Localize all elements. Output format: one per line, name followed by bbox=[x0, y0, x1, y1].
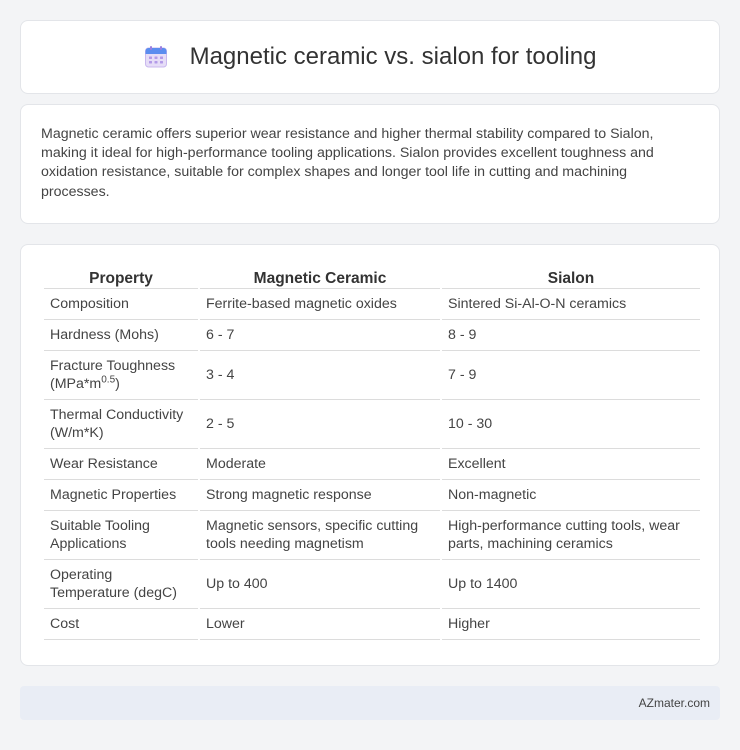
magnetic-ceramic-cell: Up to 400 bbox=[200, 560, 440, 609]
table-row bbox=[44, 609, 700, 640]
table-row bbox=[44, 400, 700, 449]
table-row bbox=[44, 449, 700, 480]
sialon-cell: Excellent bbox=[442, 449, 700, 480]
magnetic-ceramic-cell: Magnetic sensors, specific cutting tools needing magnetism bbox=[200, 511, 440, 560]
magnetic-ceramic-cell: Lower bbox=[200, 609, 440, 640]
title-card bbox=[20, 20, 720, 94]
property-cell: Hardness (Mohs) bbox=[44, 320, 198, 351]
page-title: Magnetic ceramic vs. sialon for tooling bbox=[189, 43, 597, 70]
sialon-cell: 8 - 9 bbox=[442, 320, 700, 351]
table-row bbox=[44, 320, 700, 351]
table-row bbox=[44, 289, 700, 320]
magnetic-ceramic-cell: Moderate bbox=[200, 449, 440, 480]
table-row bbox=[44, 351, 700, 400]
comparison-table bbox=[42, 261, 702, 640]
magnetic-ceramic-cell: Strong magnetic response bbox=[200, 480, 440, 511]
property-text: Fracture Toughness (MPa*m bbox=[50, 358, 176, 392]
table-row bbox=[44, 511, 700, 560]
magnetic-ceramic-cell: 3 - 4 bbox=[200, 351, 440, 400]
table-row bbox=[44, 560, 700, 609]
footer bbox=[20, 686, 720, 720]
property-cell: Suitable Tooling Applications bbox=[44, 511, 198, 560]
property-cell: Wear Resistance bbox=[44, 449, 198, 480]
property-text-end: ) bbox=[115, 376, 120, 392]
sialon-cell: High-performance cutting tools, wear parts, machining ceramics bbox=[442, 511, 700, 560]
footer-brand[interactable]: AZmater.com bbox=[638, 696, 710, 710]
sialon-cell: Sintered Si-Al-O-N ceramics bbox=[442, 289, 700, 320]
sialon-cell: 10 - 30 bbox=[442, 400, 700, 449]
sialon-cell: Higher bbox=[442, 609, 700, 640]
calendar-icon bbox=[144, 45, 168, 69]
header-property: Property bbox=[44, 261, 198, 289]
sialon-cell: Non-magnetic bbox=[442, 480, 700, 511]
property-cell: Operating Temperature (degC) bbox=[44, 560, 198, 609]
magnetic-ceramic-cell: 6 - 7 bbox=[200, 320, 440, 351]
property-cell bbox=[44, 351, 198, 400]
summary-card bbox=[20, 104, 720, 224]
sialon-cell: Up to 1400 bbox=[442, 560, 700, 609]
magnetic-ceramic-cell: Ferrite-based magnetic oxides bbox=[200, 289, 440, 320]
header-magnetic-ceramic: Magnetic Ceramic bbox=[200, 261, 440, 289]
property-cell: Thermal Conductivity (W/m*K) bbox=[44, 400, 198, 449]
comparison-table-card bbox=[20, 244, 720, 666]
header-sialon: Sialon bbox=[442, 261, 700, 289]
property-cell: Composition bbox=[44, 289, 198, 320]
sialon-cell: 7 - 9 bbox=[442, 351, 700, 400]
property-cell: Magnetic Properties bbox=[44, 480, 198, 511]
magnetic-ceramic-cell: 2 - 5 bbox=[200, 400, 440, 449]
exponent: 0.5 bbox=[101, 374, 116, 386]
property-cell: Cost bbox=[44, 609, 198, 640]
table-row bbox=[44, 480, 700, 511]
summary-text: Magnetic ceramic offers superior wear resistance and higher thermal stability compared to Sialon, making it ideal for high-performance tooling applications. Sialon provides excellent toughness and oxidation resistance, suitable for complex shapes and longer tool life in cutting and machining processes. bbox=[41, 126, 654, 200]
table-header-row bbox=[44, 261, 700, 289]
